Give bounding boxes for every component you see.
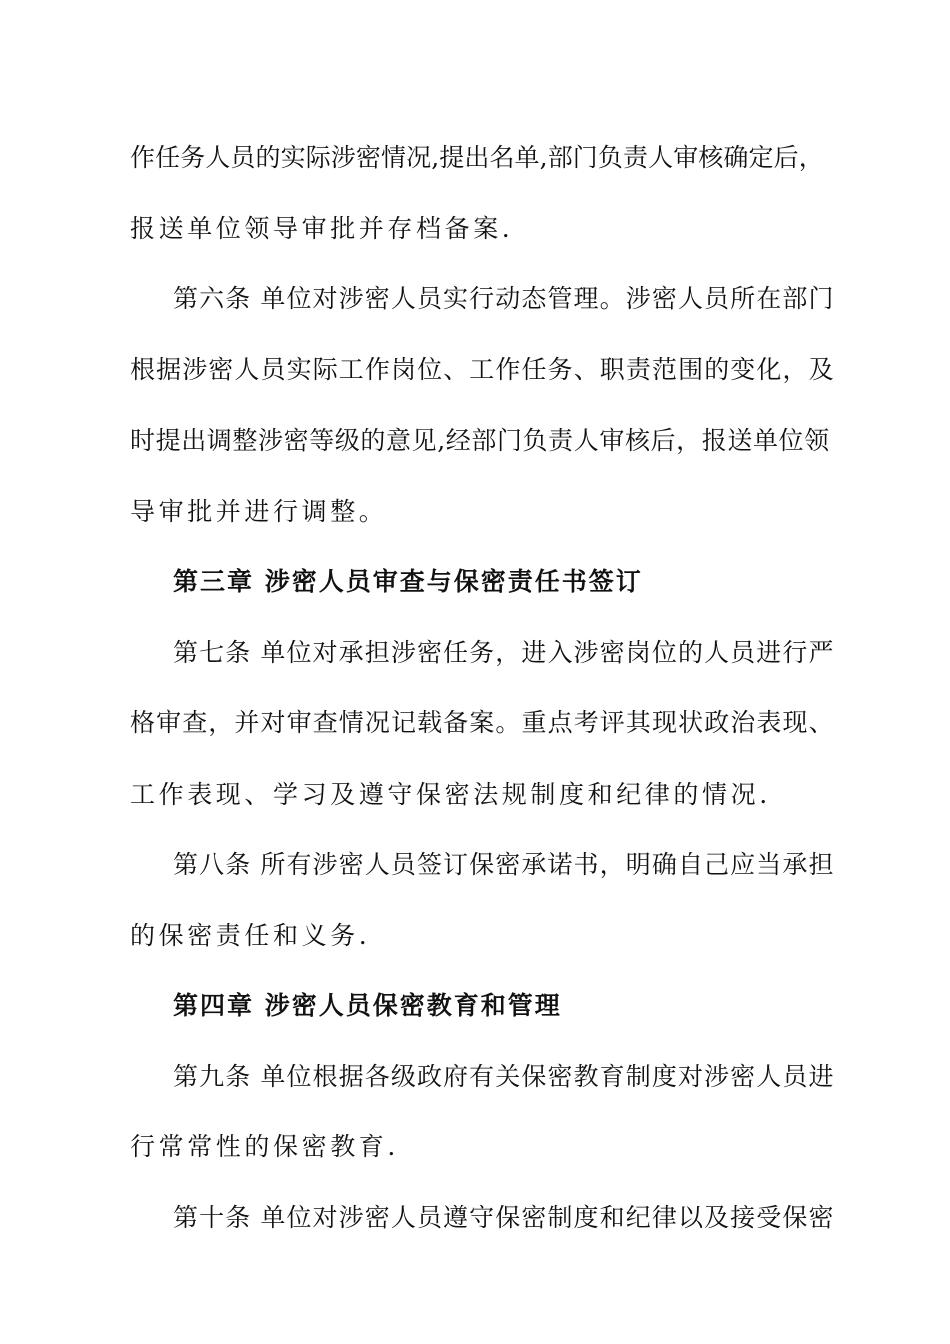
article-8-line: 第八条 所有涉密人员签订保密承诺书，明确自己应当承担: [173, 850, 835, 879]
paragraph-line: 时提出调整涉密等级的意见,经部门负责人审核后，报送单位领: [130, 426, 830, 455]
chapter-3-heading: 第三章 涉密人员审查与保密责任书签订: [173, 567, 643, 596]
article-10-line: 第十条 单位对涉密人员遵守保密制度和纪律以及接受保密: [173, 1203, 835, 1232]
paragraph-line: 格审查，并对审查情况记载备案。重点考评其现状政治表现、: [130, 708, 835, 737]
chapter-4-heading: 第四章 涉密人员保密教育和管理: [173, 991, 562, 1020]
paragraph-line: 行常常性的保密教育.: [130, 1132, 399, 1161]
paragraph-line: 工作表现、学习及遵守保密法规制度和纪律的情况.: [130, 780, 771, 809]
article-9-line: 第九条 单位根据各级政府有关保密教育制度对涉密人员进: [173, 1062, 835, 1091]
article-6-line: 第六条 单位对涉密人员实行动态管理。涉密人员所在部门: [173, 284, 835, 313]
paragraph-line: 报送单位领导审批并存档备案.: [130, 214, 514, 243]
article-7-line: 第七条 单位对承担涉密任务，进入涉密岗位的人员进行严: [173, 638, 835, 667]
paragraph-line: 的保密责任和义务.: [130, 921, 371, 950]
paragraph-line: 导审批并进行调整。: [130, 497, 388, 526]
paragraph-line: 作任务人员的实际涉密情况,提出名单,部门负责人审核确定后，: [130, 143, 824, 172]
paragraph-line: 根据涉密人员实际工作岗位、工作任务、职责范围的变化，及: [130, 355, 835, 384]
